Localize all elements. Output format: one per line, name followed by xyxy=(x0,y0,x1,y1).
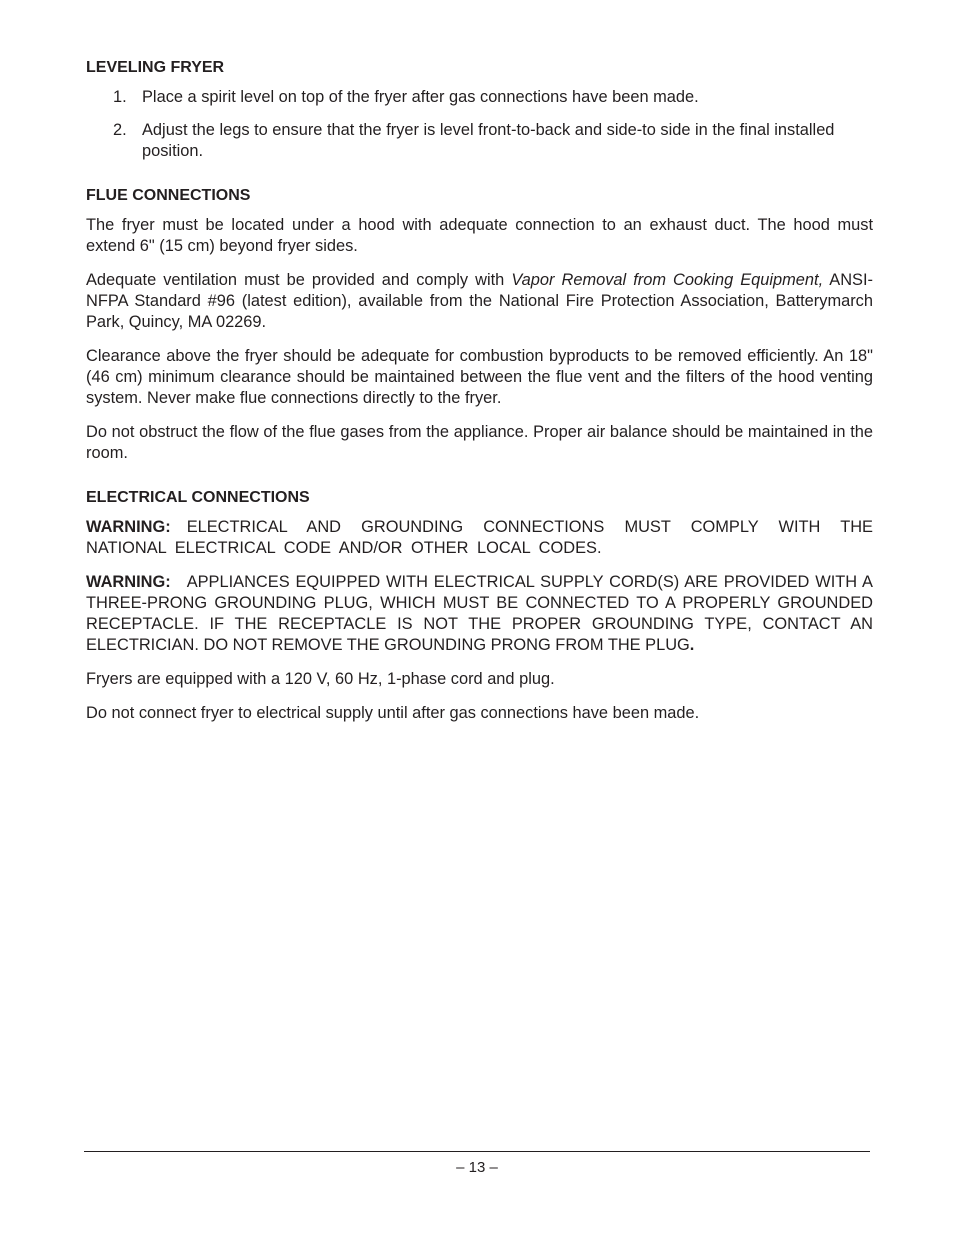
warning-label: WARNING: xyxy=(86,518,171,536)
flue-paragraph-clearance: Clearance above the fryer should be adequate for combustion byproducts to be removed efficiently. An 18" (46 cm) minimum clearance should be maintained between the flue vent and the filters of the hood venting system. Never make flue connections directly to the fryer. xyxy=(86,347,873,407)
footer-divider xyxy=(84,1151,870,1152)
list-item xyxy=(86,87,873,108)
ventilation-text-end: ANSI-NFPA Standard #96 (latest edition), available from the National Fire Protection Association, Batterymarch Park, Quincy, MA 02269. xyxy=(86,271,873,331)
warning-text: ELECTRICAL AND GROUNDING CONNECTIONS MUST COMPLY WITH THE NATIONAL ELECTRICAL CODE AND/OR OTHER LOCAL CODES. xyxy=(86,518,873,557)
warning-grounding xyxy=(86,572,873,656)
leveling-steps-list xyxy=(86,87,873,162)
warning-period: . xyxy=(689,636,695,654)
ventilation-text-start: Adequate ventilation must be provided and comply with xyxy=(86,271,512,289)
electrical-paragraph-cord: Fryers are equipped with a 120 V, 60 Hz, 1-phase cord and plug. xyxy=(86,670,555,688)
warning-codes xyxy=(86,517,873,559)
warning-text: APPLIANCES EQUIPPED WITH ELECTRICAL SUPPLY CORD(S) ARE PROVIDED WITH A THREE-PRONG GROUNDING PLUG, WHICH MUST BE CONNECTED TO A PROPERLY GROUNDED RECEPTACLE. IF THE RECEPTACLE IS NOT THE PROPER GROUNDING TYPE, CONTACT AN ELECTRICIAN. DO NOT REMOVE THE GROUNDING PRONG FROM THE PLUG xyxy=(86,573,873,654)
step-number: 2. xyxy=(113,121,127,139)
electrical-paragraph-supply: Do not connect fryer to electrical supply until after gas connections have been made. xyxy=(86,704,700,722)
electrical-connections-heading: ELECTRICAL CONNECTIONS xyxy=(86,489,310,506)
electrical-connections-section xyxy=(86,487,873,724)
step-text: Adjust the legs to ensure that the fryer is level front-to-back and side-to side in the final installed position. xyxy=(142,121,835,160)
leveling-fryer-heading: LEVELING FRYER xyxy=(86,59,225,76)
flue-paragraph-air-balance: Do not obstruct the flow of the flue gases from the appliance. Proper air balance should be maintained in the room. xyxy=(86,423,873,462)
flue-paragraph-hood: The fryer must be located under a hood with adequate connection to an exhaust duct. The hood must extend 6" (15 cm) beyond fryer sides. xyxy=(86,216,873,255)
flue-connections-heading: FLUE CONNECTIONS xyxy=(86,187,251,204)
step-number: 1. xyxy=(113,88,127,106)
warning-label: WARNING: xyxy=(86,573,171,591)
step-text: Place a spirit level on top of the fryer after gas connections have been made. xyxy=(142,88,699,106)
leveling-fryer-section xyxy=(86,57,873,162)
ventilation-standard-title: Vapor Removal from Cooking Equipment, xyxy=(511,271,824,289)
flue-connections-section xyxy=(86,185,873,464)
flue-paragraph-ventilation xyxy=(86,270,873,333)
page-content xyxy=(86,57,873,747)
list-item xyxy=(86,120,873,162)
page-number: – 13 – xyxy=(456,1159,498,1176)
